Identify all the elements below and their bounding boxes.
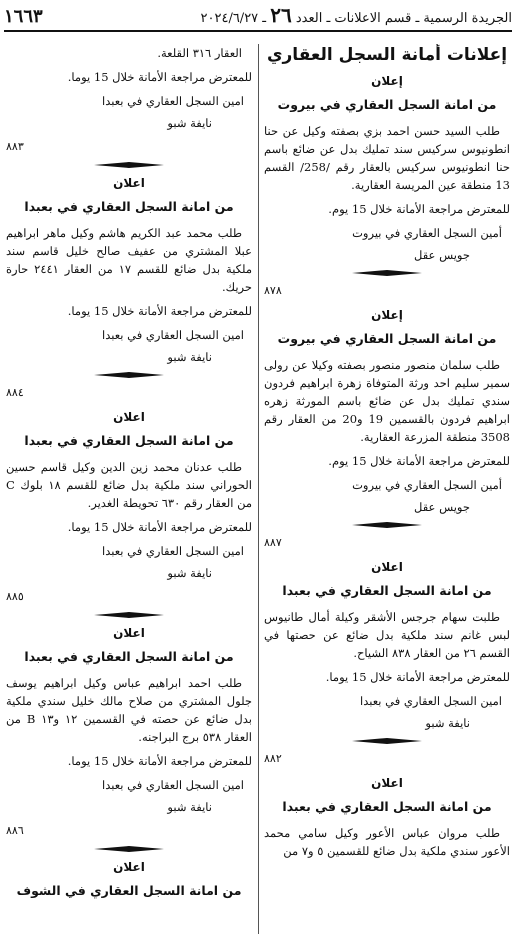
notice-number: ٨٨٢ (264, 752, 282, 765)
notice-signer: امين السجل العقاري في بعبدا (102, 778, 244, 792)
issue-number: ٢٦ (270, 3, 292, 27)
right-column (264, 44, 510, 934)
separator-rule (6, 846, 252, 852)
notice-signer-name: جويس عقل (414, 500, 470, 514)
notice-signer: امين السجل العقاري في بعبدا (360, 694, 502, 708)
notice-number: ٨٨٧ (264, 536, 282, 549)
notice-office: من امانة السجل العقاري في بيروت (277, 331, 497, 346)
separator-rule (264, 522, 510, 528)
notice-signer-name: نايفة شبو (167, 800, 212, 814)
notice-number: ٨٨٦ (6, 824, 24, 837)
notice-signer-name: نايفة شبو (167, 116, 212, 130)
notice-office: من امانة السجل العقاري في بعبدا (24, 199, 234, 214)
notice-number: ٨٨٤ (6, 386, 24, 399)
notice (6, 408, 252, 618)
section-title: إعلانات أمانة السجل العقاري (266, 45, 508, 65)
separator-rule (264, 738, 510, 744)
notice-label: إعلان (371, 308, 403, 322)
notice (264, 558, 510, 768)
notice-body: طلب احمد ابراهيم عباس وكيل ابراهيم يوسف جلول المشتري من صلاح مالك خليل سندي ملكية بدل ضائع عن حصته في القسمين ١٢ و١٣ B من العقار ٥٣٨ برج البراجنه. (6, 676, 252, 744)
notice-label: اعلان (113, 626, 145, 640)
notice-body: طلب عدنان محمد زين الدين وكيل قاسم حسين الحوراني سند ملكية بدل ضائع للقسم ١٨ بلوك C من العقار رقم ٦٣٠ تحويطة الغدير. (6, 460, 252, 510)
notice-label: إعلان (371, 74, 403, 88)
notice-label: اعلان (371, 560, 403, 574)
notice-body: طلب سلمان منصور منصور بصفته وكيلا عن رولى سمير سليم احد ورثة المتوفاة زهرة ابراهيم فردون سندي تمليك بدل عن ضائع باسم المورثة زهره ابراهيم فردون بالقسمين 19 و20 من العقار رقم 3508 منطقة المزرعة العقارية. (264, 358, 510, 444)
notice-deadline: للمعترض مراجعة الأمانة خلال 15 يوما. (67, 754, 252, 768)
notice-signer: أمين السجل العقاري في بيروت (352, 478, 502, 492)
separator-rule (6, 162, 252, 168)
notice (6, 858, 252, 900)
notice (264, 306, 510, 552)
notice-signer-name: نايفة شبو (167, 566, 212, 580)
notice-office: من امانة السجل العقاري في بعبدا (282, 583, 492, 598)
notice (6, 624, 252, 852)
notice-number: ٨٨٣ (6, 140, 24, 153)
notice-signer: امين السجل العقاري في بعبدا (102, 94, 244, 108)
separator-rule (6, 372, 252, 378)
notice-signer: امين السجل العقاري في بعبدا (102, 328, 244, 342)
notice-deadline: للمعترض مراجعة الأمانة خلال 15 يوما. (67, 304, 252, 318)
left-column (6, 44, 252, 934)
notice (264, 774, 510, 860)
notice-office: من امانة السجل العقاري في بعبدا (282, 799, 492, 814)
notice-body: العقار ٣١٦ القلعة. (157, 46, 242, 60)
notice-office: من امانة السجل العقاري في بعبدا (24, 433, 234, 448)
notice-label: اعلان (371, 776, 403, 790)
notice-deadline: للمعترض مراجعة الأمانة خلال 15 يوما. (325, 670, 510, 684)
gazette-title (201, 3, 512, 27)
notice-office: من امانة السجل العقاري في الشوف (16, 883, 242, 898)
page-number: ١٦٦٣ (4, 6, 43, 27)
notice-signer: أمين السجل العقاري في بيروت (352, 226, 502, 240)
notice-label: اعلان (113, 860, 145, 874)
notice-body: طلب مروان عباس الأعور وكيل سامي محمد الأعور سندي ملكية بدل ضائع للقسمين ٥ و٧ من (264, 826, 510, 858)
notice-body: طلب محمد عبد الكريم هاشم وكيل ماهر ابراهيم عبلا المشتري من عفيف صالح خليل قاسم سند ملكية بدل ضائع للقسم ١٧ من العقار ٢٤٤١ حارة حريك. (6, 226, 252, 294)
notice-deadline: للمعترض مراجعة الأمانة خلال 15 يوما. (67, 520, 252, 534)
column-divider (258, 44, 259, 934)
separator-rule (264, 270, 510, 276)
notice-continuation (6, 44, 252, 168)
notice-signer-name: نايفة شبو (167, 350, 212, 364)
issue-date: ـ ٢٠٢٤/٦/٢٧ (200, 11, 267, 26)
notice-signer-name: نايفة شبو (425, 716, 470, 730)
notice-body: طلب السيد حسن احمد بزي بصفته وكيل عن حنا انطونيوس سركيس سند تمليك بدل عن ضائع باسم حنا انطونيوس سركيس بالعقار رقم /258/ القسم 13 منطقة عين المريسة العقارية. (264, 124, 510, 192)
notice (264, 72, 510, 300)
notice-body: طلبت سهام جرجس الأشقر وكيلة أمال طانيوس لبس غانم سند ملكية بدل ضائع عن حصتها في القسم ٢٦ من العقار ٨٣٨ الشياح. (264, 610, 510, 660)
page-header (4, 3, 512, 32)
separator-rule (6, 612, 252, 618)
notice-label: اعلان (113, 176, 145, 190)
notice-deadline: للمعترض مراجعة الأمانة خلال 15 يوم. (328, 454, 510, 468)
notice-office: من امانة السجل العقاري في بيروت (277, 97, 497, 112)
notice-signer-name: جويس عقل (414, 248, 470, 262)
notice-number: ٨٧٨ (264, 284, 282, 297)
notice-office: من امانة السجل العقاري في بعبدا (24, 649, 234, 664)
notice-number: ٨٨٥ (6, 590, 24, 603)
notice-deadline: للمعترض مراجعة الأمانة خلال 15 يوما. (67, 70, 252, 84)
notice (6, 174, 252, 402)
gazette-name: الجريدة الرسمية ـ قسم الاعلانات ـ العدد (295, 11, 512, 26)
notice-label: اعلان (113, 410, 145, 424)
notice-deadline: للمعترض مراجعة الأمانة خلال 15 يوم. (328, 202, 510, 216)
notice-signer: امين السجل العقاري في بعبدا (102, 544, 244, 558)
